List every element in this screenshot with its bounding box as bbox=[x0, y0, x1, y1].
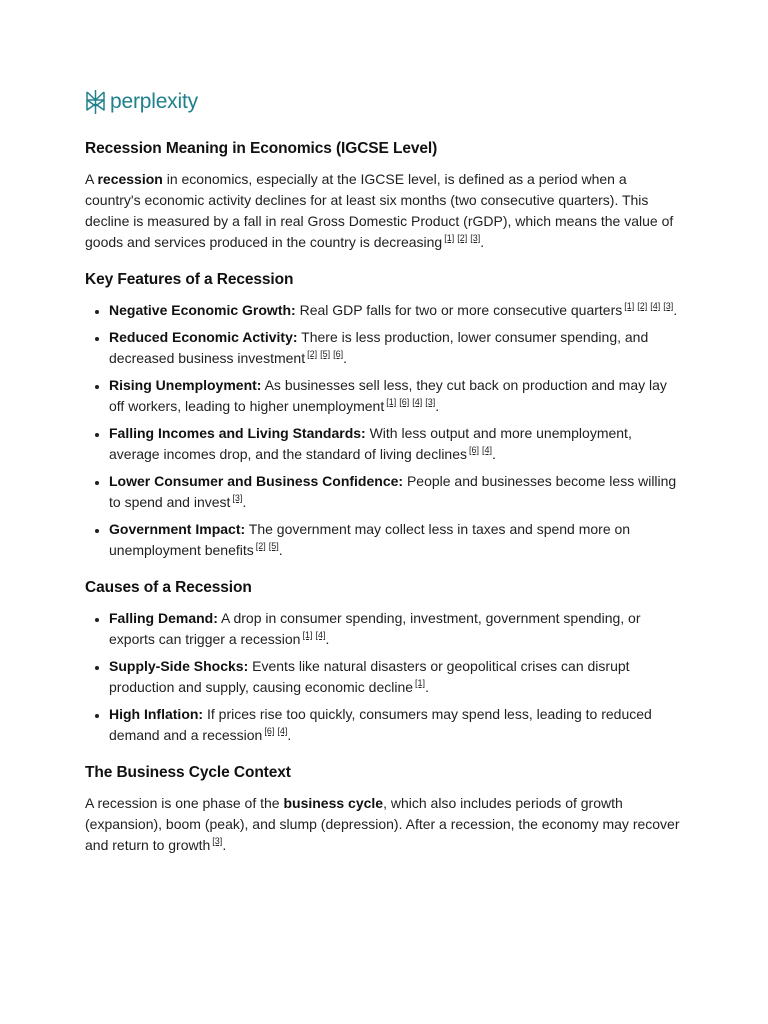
list-item: • Government Impact: The government may collect less in taxes and spend more on unemployment benefits [2] [5]. bbox=[109, 519, 683, 561]
citation-link[interactable]: [1] bbox=[444, 233, 455, 243]
section-heading-features: Key Features of a Recession bbox=[85, 271, 294, 288]
causes-list bbox=[85, 608, 683, 746]
citation-link[interactable]: [6] bbox=[264, 726, 275, 736]
citation-link[interactable]: [3] bbox=[212, 836, 223, 846]
list-item: • Rising Unemployment: As businesses sell less, they cut back on production and may lay off workers, leading to higher unemployment [1] [6] [4] [3]. bbox=[109, 375, 683, 417]
perplexity-logo-icon bbox=[85, 89, 106, 115]
citation-link[interactable]: [4] bbox=[412, 397, 423, 407]
citation-link[interactable]: [5] bbox=[320, 349, 331, 359]
citation-group bbox=[386, 397, 435, 407]
citation-link[interactable]: [3] bbox=[232, 493, 243, 503]
list-item: • Supply-Side Shocks: Events like natural disasters or geopolitical crises can disrupt production and supply, causing economic decline [1]. bbox=[109, 656, 683, 698]
citation-link[interactable]: [1] bbox=[302, 630, 313, 640]
list-item: • Falling Incomes and Living Standards: With less output and more unemployment, average incomes drop, and the standard of living declines [6] [4]. bbox=[109, 423, 683, 465]
citation-group bbox=[444, 233, 480, 243]
cycle-paragraph: A recession is one phase of the business cycle, which also includes periods of growth (expansion), boom (peak), and slump (depression). After a recession, the economy may recover and return to growth [3]. bbox=[85, 795, 680, 853]
cycle-bold-term: business cycle bbox=[283, 795, 384, 811]
citation-link[interactable]: [1] bbox=[386, 397, 397, 407]
citation-link[interactable]: [1] bbox=[624, 301, 635, 311]
section-heading-cycle: The Business Cycle Context bbox=[85, 764, 291, 781]
citation-link[interactable]: [5] bbox=[268, 541, 279, 551]
citation-group bbox=[264, 726, 287, 736]
citation-link[interactable]: [4] bbox=[277, 726, 288, 736]
answer-content bbox=[85, 138, 683, 856]
citation-link[interactable]: [3] bbox=[470, 233, 481, 243]
citation-link[interactable]: [2] bbox=[307, 349, 318, 359]
brand-name: perplexity bbox=[110, 90, 198, 113]
citation-group bbox=[307, 349, 343, 359]
citation-link[interactable]: [1] bbox=[415, 678, 426, 688]
list-item: • Falling Demand: A drop in consumer spending, investment, government spending, or exports can trigger a recession [1] [4]. bbox=[109, 608, 683, 650]
citation-link[interactable]: [3] bbox=[425, 397, 436, 407]
citation-group bbox=[212, 836, 222, 846]
citation-link[interactable]: [4] bbox=[482, 445, 493, 455]
citation-group bbox=[302, 630, 325, 640]
citation-group bbox=[232, 493, 242, 503]
list-item: • Negative Economic Growth: Real GDP falls for two or more consecutive quarters [1] [2] [4] [3]. bbox=[109, 300, 683, 321]
section-heading-causes: Causes of a Recession bbox=[85, 579, 252, 596]
citation-group bbox=[256, 541, 279, 551]
citation-link[interactable]: [6] bbox=[469, 445, 480, 455]
citation-link[interactable]: [4] bbox=[650, 301, 661, 311]
citation-link[interactable]: [6] bbox=[399, 397, 410, 407]
page-title: Recession Meaning in Economics (IGCSE Level) bbox=[85, 140, 438, 157]
list-item: • Lower Consumer and Business Confidence: People and businesses become less willing to spend and invest [3]. bbox=[109, 471, 683, 513]
citation-group bbox=[469, 445, 492, 455]
intro-paragraph: A recession in economics, especially at the IGCSE level, is defined as a period when a country's economic activity declines for at least six months (two consecutive quarters). This decline is measured by a fall in real Gross Domestic Product (rGDP), which means the value of goods and services produced in the country is decreasing [1] [2] [3]. bbox=[85, 171, 674, 250]
citation-link[interactable]: [2] bbox=[255, 541, 266, 551]
features-list bbox=[85, 300, 683, 561]
perplexity-logo[interactable] bbox=[85, 89, 198, 115]
list-item: • High Inflation: If prices rise too quickly, consumers may spend less, leading to reduced demand and a recession [6] [4]. bbox=[109, 704, 683, 746]
citation-link[interactable]: [2] bbox=[457, 233, 468, 243]
list-item: • Reduced Economic Activity: There is less production, lower consumer spending, and decreased business investment [2] [5] [6]. bbox=[109, 327, 683, 369]
intro-bold-term: recession bbox=[97, 171, 163, 187]
citation-link[interactable]: [3] bbox=[663, 301, 674, 311]
citation-group bbox=[624, 301, 673, 311]
citation-link[interactable]: [2] bbox=[637, 301, 648, 311]
citation-link[interactable]: [4] bbox=[315, 630, 326, 640]
citation-group bbox=[415, 678, 425, 688]
citation-link[interactable]: [6] bbox=[333, 349, 344, 359]
